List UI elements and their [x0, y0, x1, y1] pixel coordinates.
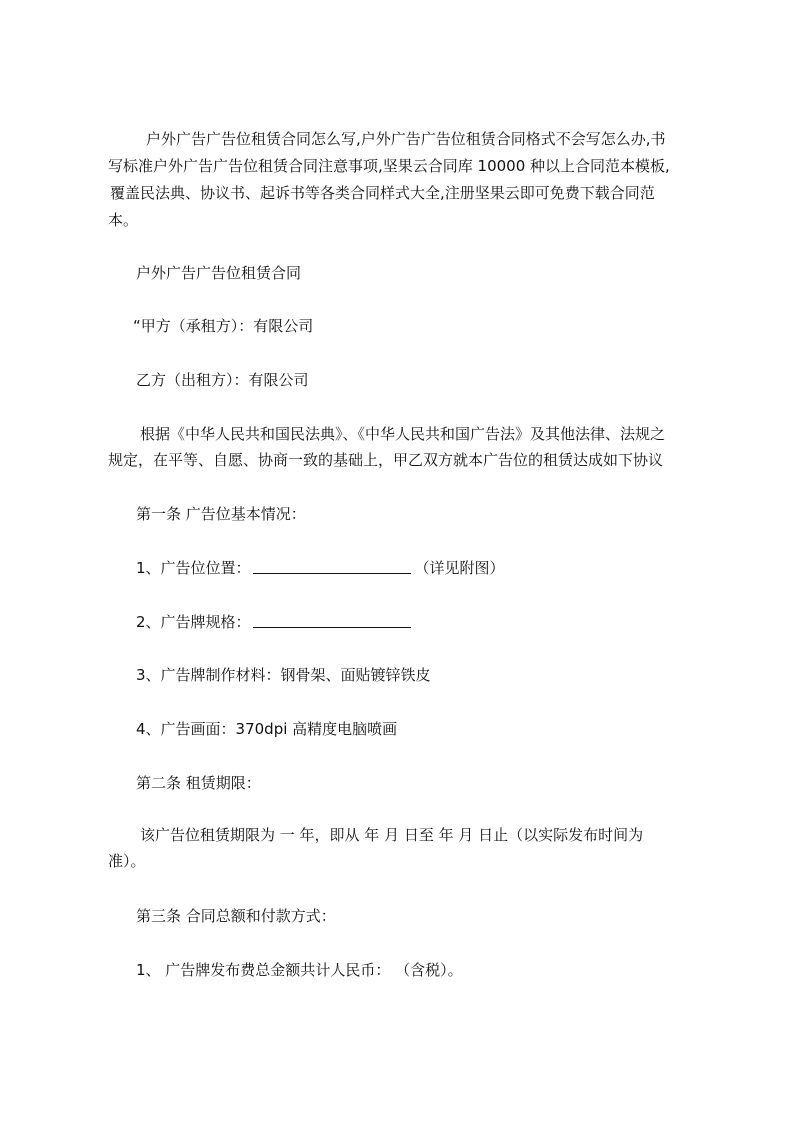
intro-paragraph — [108, 126, 700, 234]
preamble-line-2: 规定，在平等、自愿、协商一致的基础上，甲乙双方就本广告位的租赁达成如下协议 — [108, 451, 664, 469]
article-1-item-1 — [136, 555, 699, 581]
lease-term-line-2: 准）。 — [108, 852, 146, 870]
contract-title: 户外广告广告位租赁合同 — [136, 264, 302, 282]
size-blank — [253, 613, 411, 628]
location-suffix: （详见附图） — [414, 559, 505, 577]
party-a: “甲方（承租方）：有限公司 — [133, 317, 314, 335]
preamble — [108, 421, 699, 473]
intro-line-4: 本。 — [108, 211, 139, 229]
intro-line-2: 写标准户外广告广告位租赁合同注意事项,坚果云合同库 10000 种以上合同范本模板, — [108, 157, 670, 175]
size-label: 2、广告牌规格： — [136, 613, 251, 631]
article-2-text — [108, 822, 699, 874]
party-b: 乙方（出租方）：有限公司 — [136, 371, 309, 389]
intro-line-3: 覆盖民法典、协议书、起诉书等各类合同样式大全,注册坚果云即可免费下载合同范 — [110, 184, 655, 202]
article-3-heading: 第三条 合同总额和付款方式： — [136, 907, 336, 925]
article-1-item-2 — [136, 609, 699, 635]
article-1-item-4: 4、广告画面：370dpi 高精度电脑喷画 — [136, 720, 398, 738]
article-1-item-3: 3、广告牌制作材料：钢骨架、面贴镀锌铁皮 — [136, 666, 431, 684]
article-2-heading: 第二条 租赁期限： — [136, 774, 261, 792]
location-label: 1、广告位位置： — [136, 559, 251, 577]
location-blank — [253, 559, 411, 574]
lease-term-line-1: 该广告位租赁期限为 一 年，即从 年 月 日至 年 月 日止（以实际发布时间为 — [140, 826, 644, 844]
article-3-item-1: 1、 广告牌发布费总金额共计人民币： （含税）。 — [136, 961, 463, 979]
intro-line-1: 户外广告广告位租赁合同怎么写,户外广告广告位租赁合同格式不会写怎么办,书 — [146, 130, 666, 148]
article-1-heading: 第一条 广告位基本情况： — [136, 505, 306, 523]
preamble-line-1: 根据《中华人民共和国民法典》、《中华人民共和国广告法》及其他法律、法规之 — [140, 425, 666, 443]
